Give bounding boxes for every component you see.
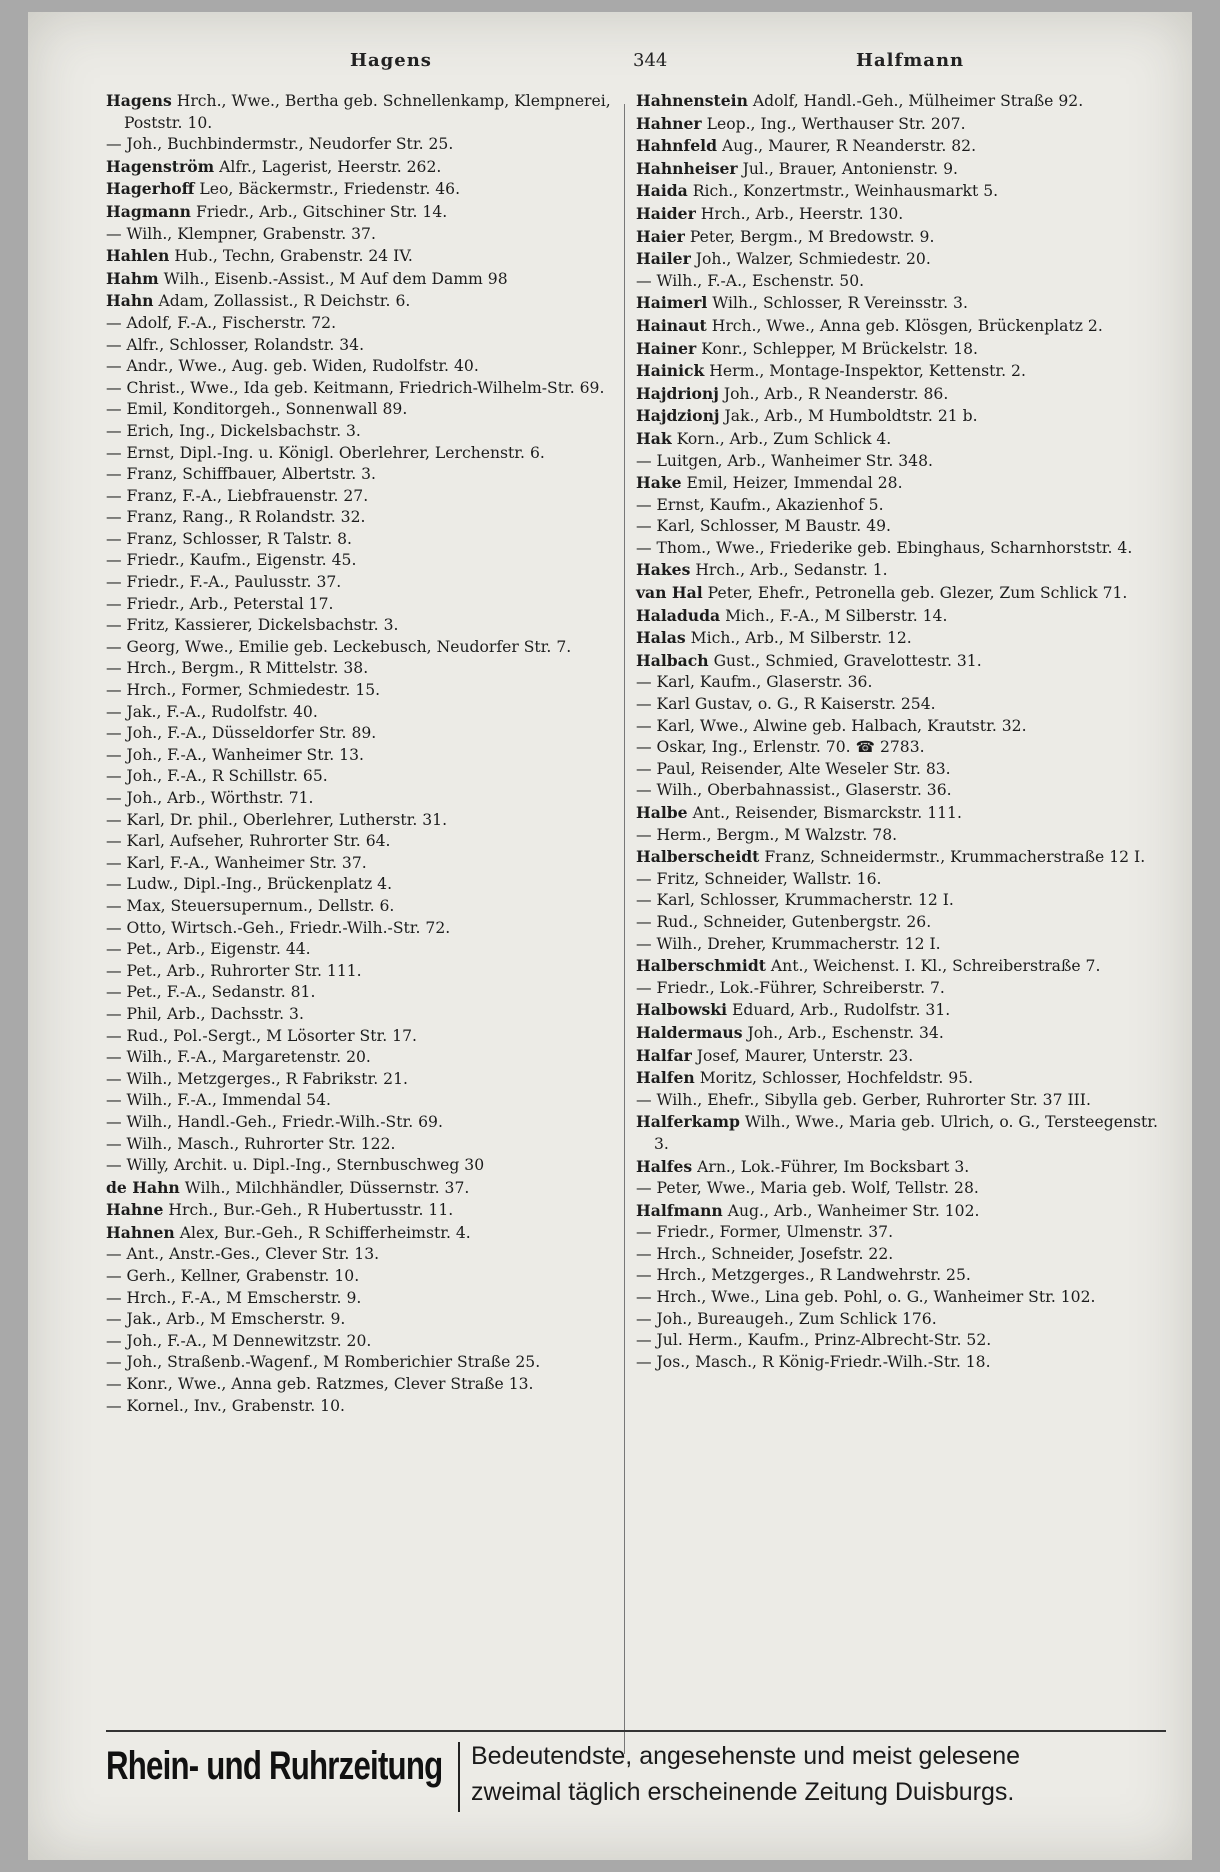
entry-details: — Wilh., Klempner, Grabenstr. 37. [106,224,376,243]
entry-details: — Wilh., Handl.-Geh., Friedr.-Wilh.-Str. 69. [106,1112,443,1131]
directory-entry [106,313,616,335]
column-divider [624,104,625,1754]
entry-details: Eduard, Arb., Rudolfstr. 31. [731,1001,951,1020]
entry-details: — Ernst, Kaufm., Akazienhof 5. [636,495,884,514]
entry-details: Alfr., Lagerist, Heerstr. 262. [219,157,442,176]
directory-entry [636,934,1166,956]
entry-details: — Karl Gustav, o. G., R Kaiserstr. 254. [636,695,936,714]
directory-entry [636,955,1166,978]
entry-details: Hrch., Wwe., Bertha geb. Schnellenkamp, Klempnerei, Poststr. 10. [124,92,611,132]
entry-details: Peter, Ehefr., Petronella geb. Glezer, Zum Schlick 71. [707,584,1128,603]
entry-details: — Karl, Aufseher, Ruhrorter Str. 64. [106,832,391,851]
entry-surname: Hake [636,473,682,493]
entry-details: — Jos., Masch., R König-Friedr.-Wilh.-Str. 18. [636,1352,991,1371]
entry-details: — Thom., Wwe., Friederike geb. Ebinghaus, Scharnhorststr. 4. [636,538,1133,557]
entry-details: — Joh., Arb., Wörthstr. 71. [106,789,314,807]
directory-entry [106,464,616,486]
directory-entry [106,1026,616,1048]
directory-entry [106,572,616,594]
directory-entry [636,315,1166,338]
directory-entry [106,1069,616,1091]
entry-details: — Karl, Schlosser, Krummacherstr. 12 I. [636,891,954,910]
entry-surname: Halfmann [636,1200,723,1220]
entry-details: — Wilh., Ehefr., Sibylla geb. Gerber, Ruhrorter Str. 37 III. [636,1090,1091,1109]
directory-entry [106,723,616,745]
entry-details: Ant., Weichenst. I. Kl., Schreiberstraße 7. [770,957,1101,976]
directory-entry [106,637,616,659]
entry-details: — Joh., F.-A., Düsseldorfer Str. 89. [106,724,377,743]
directory-entry [636,135,1166,158]
directory-entry [636,978,1166,1000]
directory-entry [106,1244,616,1266]
entry-details: — Wilh., Metzgerges., R Fabrikstr. 21. [106,1069,408,1088]
entry-details: — Franz, F.-A., Liebfrauenstr. 27. [106,486,369,505]
entry-details: Wilh., Schlosser, R Vereinsstr. 3. [712,294,968,313]
directory-entry [636,716,1166,738]
entry-details: Joh., Arb., Eschenstr. 34. [747,1023,944,1042]
entry-details: Friedr., Arb., Gitschiner Str. 14. [196,202,448,221]
directory-entry [636,451,1166,473]
directory-entry [636,1330,1166,1352]
entry-details: — Wilh., F.-A., Eschenstr. 50. [636,271,865,290]
directory-entry [636,1200,1166,1223]
directory-entry [106,1047,616,1069]
directory-entry [106,788,616,810]
directory-entry [636,538,1166,560]
directory-entry [636,472,1166,495]
entry-details: Joh., Walzer, Schmiedestr. 20. [695,250,931,269]
entry-details: — Wilh., Masch., Ruhrorter Str. 122. [106,1134,396,1153]
entry-details: — Emil, Konditorgeh., Sonnenwall 89. [106,400,408,419]
directory-entry [106,853,616,875]
entry-details: — Hrch., Former, Schmiedestr. 15. [106,681,381,700]
left-column [106,90,616,1417]
entry-details: Arn., Lok.-Führer, Im Bocksbart 3. [697,1157,970,1176]
directory-entry [106,1222,616,1245]
directory-entry [636,495,1166,517]
directory-entry [636,1156,1166,1179]
entry-details: — Jul. Herm., Kaufm., Prinz-Albrecht-Str. 52. [636,1331,992,1350]
directory-entry [106,766,616,788]
entry-surname: van Hal [636,583,703,603]
entry-details: — Franz, Schiffbauer, Albertstr. 3. [106,465,377,484]
directory-entry [106,245,616,268]
directory-entry [636,1309,1166,1331]
directory-entry [106,1288,616,1310]
directory-entry [636,405,1166,428]
directory-entry [106,874,616,896]
entry-details: — Gerh., Kellner, Grabenstr. 10. [106,1267,360,1286]
entry-surname: Hagmann [106,201,192,221]
directory-entry [106,939,616,961]
entry-details: Konr., Schlepper, M Brückelstr. 18. [701,339,979,358]
entry-details: — Herm., Bergm., M Walzstr. 78. [636,825,898,844]
entry-details: — Wilh., Dreher, Krummacherstr. 12 I. [636,934,941,953]
entry-details: — Joh., F.-A., Wanheimer Str. 13. [106,745,364,764]
directory-entry [106,1004,616,1026]
directory-entry [106,1177,616,1200]
entry-surname: Haider [636,203,696,223]
entry-surname: Hak [636,428,672,448]
entry-surname: Hahne [106,1200,164,1220]
entry-details: — Kornel., Inv., Grabenstr. 10. [106,1396,345,1415]
directory-entry [106,680,616,702]
entry-details: Rich., Konzertmstr., Weinhausmarkt 5. [692,182,999,201]
newspaper-advertisement [106,1730,1166,1822]
directory-entry [106,550,616,572]
directory-entry [106,831,616,853]
entry-surname: Haladuda [636,605,721,625]
directory-entry [106,290,616,313]
directory-entry [636,846,1166,869]
directory-entry [106,90,616,134]
directory-entry [106,224,616,246]
directory-entry [636,780,1166,802]
entry-details: — Karl, Schlosser, M Baustr. 49. [636,517,892,536]
directory-entry [106,529,616,551]
directory-entry [106,615,616,637]
entry-surname: Hagens [106,91,172,110]
directory-entry [636,1222,1166,1244]
entry-details: — Christ., Wwe., Ida geb. Keitmann, Friedrich-Wilhelm-Str. 69. [106,378,605,397]
directory-entry [636,1178,1166,1200]
entry-details: — Joh., Bureaugeh., Zum Schlick 176. [636,1309,937,1328]
entry-details: — Ant., Anstr.-Ges., Clever Str. 13. [106,1245,380,1264]
directory-entry [636,912,1166,934]
entry-surname: Hainer [636,338,697,358]
ad-tagline-2: zweimal täglich erscheinende Zeitung Duisburgs. [471,1778,1015,1806]
directory-entry [106,1396,616,1418]
entry-surname: Halfar [636,1045,692,1065]
directory-entry [636,428,1166,451]
entry-details: — Friedr., Kaufm., Eigenstr. 45. [106,551,357,570]
directory-entry [106,201,616,224]
directory-entry [106,378,616,400]
entry-details: — Friedr., Arb., Peterstal 17. [106,594,334,613]
entry-surname: Hagerhoff [106,179,195,199]
directory-entry [636,1022,1166,1045]
entry-surname: de Hahn [106,1177,180,1197]
entry-details: — Peter, Wwe., Maria geb. Wolf, Tellstr. 28. [636,1179,979,1198]
entry-details: Moritz, Schlosser, Hochfeldstr. 95. [699,1069,974,1088]
right-column [636,90,1166,1373]
directory-entry [636,1067,1166,1090]
directory-entry [106,1090,616,1112]
entry-details: — Friedr., F.-A., Paulusstr. 37. [106,573,342,592]
entry-surname: Hainaut [636,315,707,335]
directory-entry [636,1244,1166,1266]
directory-entry [106,268,616,291]
entry-surname: Hainick [636,361,705,381]
directory-entry [106,658,616,680]
entry-details: — Willy, Archit. u. Dipl.-Ing., Sternbuschweg 30 [106,1156,485,1175]
entry-details: — Pet., F.-A., Sedanstr. 81. [106,983,316,1002]
entry-surname: Hahner [636,113,702,133]
entry-details: Korn., Arb., Zum Schlick 4. [676,429,892,448]
directory-entry [636,869,1166,891]
entry-details: — Oskar, Ing., Erlenstr. 70. ☎ 2783. [636,738,925,757]
entry-details: — Joh., F.-A., M Dennewitzstr. 20. [106,1331,372,1350]
directory-entry [636,759,1166,781]
directory-entry [106,1266,616,1288]
entry-details: Emil, Heizer, Immendal 28. [686,474,903,493]
entry-details: — Ernst, Dipl.-Ing. u. Königl. Oberlehrer, Lerchenstr. 6. [106,443,545,462]
directory-entry [636,516,1166,538]
directory-entry [636,802,1166,825]
directory-entry [106,1352,616,1374]
directory-entry [106,507,616,529]
entry-details: — Friedr., Former, Ulmenstr. 37. [636,1223,894,1242]
directory-entry [106,1112,616,1134]
directory-entry [106,399,616,421]
directory-entry [636,292,1166,315]
directory-entry [636,1287,1166,1309]
directory-entry [636,825,1166,847]
directory-entry [636,203,1166,226]
directory-entry [636,650,1166,673]
entry-details: — Franz, Rang., R Rolandstr. 32. [106,508,366,527]
directory-entry [636,226,1166,249]
entry-surname: Hahnheiser [636,158,738,178]
header-right-keyword: Halfmann [856,50,965,71]
entry-details: — Hrch., F.-A., M Emscherstr. 9. [106,1288,362,1307]
directory-entry [106,134,616,156]
entry-details: Hub., Techn, Grabenstr. 24 IV. [174,247,413,266]
directory-entry [636,890,1166,912]
entry-details: — Karl, Wwe., Alwine geb. Halbach, Krautstr. 32. [636,716,1027,735]
directory-entry [106,156,616,179]
entry-details: — Adolf, F.-A., Fischerstr. 72. [106,313,337,332]
entry-details: — Karl, F.-A., Wanheimer Str. 37. [106,853,367,872]
entry-details: Joh., Arb., R Neanderstr. 86. [723,384,949,403]
directory-entry [636,180,1166,203]
directory-entry [106,745,616,767]
entry-surname: Haldermaus [636,1022,743,1042]
entry-surname: Hajdzionj [636,406,720,426]
ad-divider [458,1742,460,1812]
directory-entry [106,1309,616,1331]
directory-entry [106,1155,616,1177]
entry-details: Ant., Reisender, Bismarckstr. 111. [692,804,962,822]
entry-surname: Hajdrionj [636,383,719,403]
entry-details: Hrch., Arb., Heerstr. 130. [700,204,904,223]
directory-entry [636,694,1166,716]
entry-details: — Hrch., Schneider, Josefstr. 22. [636,1244,894,1263]
directory-entry [636,248,1166,271]
directory-entry [636,113,1166,136]
entry-surname: Halas [636,628,686,648]
entry-surname: Halberschmidt [636,956,766,976]
entry-details: — Konr., Wwe., Anna geb. Ratzmes, Clever Straße 13. [106,1375,534,1394]
directory-entry [636,737,1166,759]
entry-surname: Hakes [636,560,691,580]
directory-entry [636,1265,1166,1287]
entry-details: — Max, Steuersupernum., Dellstr. 6. [106,896,395,915]
entry-surname: Hahnfeld [636,136,717,156]
entry-details: — Wilh., F.-A., Margaretenstr. 20. [106,1048,371,1067]
entry-details: Jak., Arb., M Humboldtstr. 21 b. [724,407,978,426]
entry-details: Jul., Brauer, Antonienstr. 9. [742,159,958,178]
directory-entry [106,1331,616,1353]
entry-surname: Hahm [106,268,159,288]
directory-entry [106,594,616,616]
directory-entry [106,961,616,983]
entry-details: — Fritz, Kassierer, Dickelsbachstr. 3. [106,616,399,635]
entry-details: — Otto, Wirtsch.-Geh., Friedr.-Wilh.-Str. 72. [106,918,451,937]
entry-details: — Fritz, Schneider, Wallstr. 16. [636,869,882,888]
directory-entry [636,1352,1166,1374]
directory-entry [636,338,1166,361]
entry-details: — Karl, Kaufm., Glaserstr. 36. [636,673,873,692]
entry-details: Leo, Bäckermstr., Friedenstr. 46. [199,180,461,199]
directory-entry [106,335,616,357]
directory-entry [106,702,616,724]
entry-details: — Alfr., Schlosser, Rolandstr. 34. [106,335,365,354]
entry-details: — Pet., Arb., Eigenstr. 44. [106,940,311,959]
entry-details: — Pet., Arb., Ruhrorter Str. 111. [106,961,362,980]
directory-entry [636,1111,1166,1155]
entry-details: Leop., Ing., Werthauser Str. 207. [706,114,966,133]
entry-surname: Hahnen [106,1222,175,1242]
directory-entry [106,1374,616,1396]
entry-details: Wilh., Eisenb.-Assist., M Auf dem Damm 98 [163,269,508,288]
directory-entry [106,1134,616,1156]
directory-entry [636,605,1166,628]
entry-details: — Hrch., Metzgerges., R Landwehrstr. 25. [636,1266,971,1285]
directory-entry [636,582,1166,605]
ad-brand: Rhein- und Ruhrzeitung [106,1744,443,1788]
entry-surname: Halfen [636,1068,695,1088]
entry-details: Hrch., Wwe., Anna geb. Klösgen, Brückenplatz 2. [711,316,1103,335]
entry-surname: Hahnenstein [636,91,748,110]
directory-entry [636,383,1166,406]
entry-details: Aug., Arb., Wanheimer Str. 102. [727,1201,980,1220]
directory-entry [636,559,1166,582]
directory-entry [636,360,1166,383]
directory-entry [636,672,1166,694]
entry-surname: Halberscheidt [636,847,760,867]
entry-details: — Joh., Straßenb.-Wagenf., M Romberichier Straße 25. [106,1353,541,1372]
entry-details: — Joh., Buchbindermstr., Neudorfer Str. 25. [106,135,454,154]
entry-details: Aug., Maurer, R Neanderstr. 82. [721,137,977,156]
directory-entry [106,810,616,832]
directory-entry [106,982,616,1004]
entry-details: Peter, Bergm., M Bredowstr. 9. [689,227,935,246]
directory-page [28,12,1192,1860]
entry-details: Josef, Maurer, Unterstr. 23. [696,1046,914,1065]
directory-entry [106,896,616,918]
entry-surname: Halfes [636,1156,693,1176]
entry-details: — Joh., F.-A., R Schillstr. 65. [106,767,328,786]
entry-details: Franz, Schneidermstr., Krummacherstraße 12 I. [764,848,1146,867]
entry-details: — Franz, Schlosser, R Talstr. 8. [106,529,352,548]
header-left-keyword: Hagens [350,50,432,71]
entry-details: Hrch., Bur.-Geh., R Hubertusstr. 11. [168,1201,454,1220]
entry-details: Adolf, Handl.-Geh., Mülheimer Straße 92. [752,92,1084,110]
entry-surname: Haier [636,226,685,246]
entry-details: Mich., Arb., M Silberstr. 12. [690,629,912,648]
entry-details: — Rud., Schneider, Gutenbergstr. 26. [636,912,932,931]
entry-details: — Hrch., Wwe., Lina geb. Pohl, o. G., Wanheimer Str. 102. [636,1288,1096,1307]
entry-details: — Jak., Arb., M Emscherstr. 9. [106,1310,346,1329]
entry-details: — Jak., F.-A., Rudolfstr. 40. [106,702,318,721]
entry-details: — Georg, Wwe., Emilie geb. Leckebusch, Neudorfer Str. 7. [106,637,572,656]
entry-details: Wilh., Milchhändler, Düssernstr. 37. [184,1178,470,1197]
page-header [128,50,1148,84]
entry-details: Gust., Schmied, Gravelottestr. 31. [713,651,982,670]
entry-details: — Erich, Ing., Dickelsbachstr. 3. [106,421,361,440]
entry-details: — Paul, Reisender, Alte Weseler Str. 83. [636,759,951,778]
entry-surname: Hagenström [106,156,215,176]
directory-entry [636,271,1166,293]
entry-details: — Rud., Pol.-Sergt., M Lösorter Str. 17. [106,1026,417,1045]
entry-surname: Halbe [636,803,688,822]
entry-details: — Phil, Arb., Dachsstr. 3. [106,1004,304,1023]
entry-surname: Halbowski [636,1000,727,1020]
entry-details: — Andr., Wwe., Aug. geb. Widen, Rudolfstr. 40. [106,357,479,376]
entry-surname: Hahn [106,291,154,311]
directory-entry [106,178,616,201]
page-number: 344 [633,50,668,71]
ad-tagline-1: Bedeutendste, angesehenste und meist gelesene [471,1742,1021,1770]
entry-details: Wilh., Wwe., Maria geb. Ulrich, o. G., Tersteegenstr. 3. [654,1113,1158,1153]
directory-entry [106,1199,616,1222]
entry-details: — Friedr., Lok.-Führer, Schreiberstr. 7. [636,978,945,997]
entry-surname: Halbach [636,650,709,670]
entry-details: Alex, Bur.-Geh., R Schifferheimstr. 4. [179,1223,471,1242]
entry-details: Hrch., Arb., Sedanstr. 1. [695,561,888,580]
entry-details: — Luitgen, Arb., Wanheimer Str. 348. [636,451,933,470]
entry-surname: Haida [636,181,688,201]
directory-entry [106,443,616,465]
directory-entry [106,356,616,378]
entry-details: Adam, Zollassist., R Deichstr. 6. [158,292,411,311]
directory-entry [106,421,616,443]
entry-surname: Halferkamp [636,1112,740,1132]
directory-entry [636,1090,1166,1112]
entry-details: — Wilh., Oberbahnassist., Glaserstr. 36. [636,781,952,800]
directory-entry [636,90,1166,113]
entry-surname: Hailer [636,249,691,269]
directory-entry [106,918,616,940]
entry-surname: Hahlen [106,246,170,266]
entry-surname: Haimerl [636,293,708,313]
directory-entry [636,1045,1166,1068]
entry-details: — Karl, Dr. phil., Oberlehrer, Lutherstr. 31. [106,810,448,829]
entry-details: Herm., Montage-Inspektor, Kettenstr. 2. [709,362,1026,381]
entry-details: — Wilh., F.-A., Immendal 54. [106,1091,331,1110]
entry-details: Mich., F.-A., M Silberstr. 14. [725,606,948,625]
directory-entry [636,999,1166,1022]
directory-entry [636,158,1166,181]
entry-details: — Ludw., Dipl.-Ing., Brückenplatz 4. [106,875,393,894]
directory-entry [636,627,1166,650]
entry-details: — Hrch., Bergm., R Mittelstr. 38. [106,659,369,678]
directory-entry [106,486,616,508]
